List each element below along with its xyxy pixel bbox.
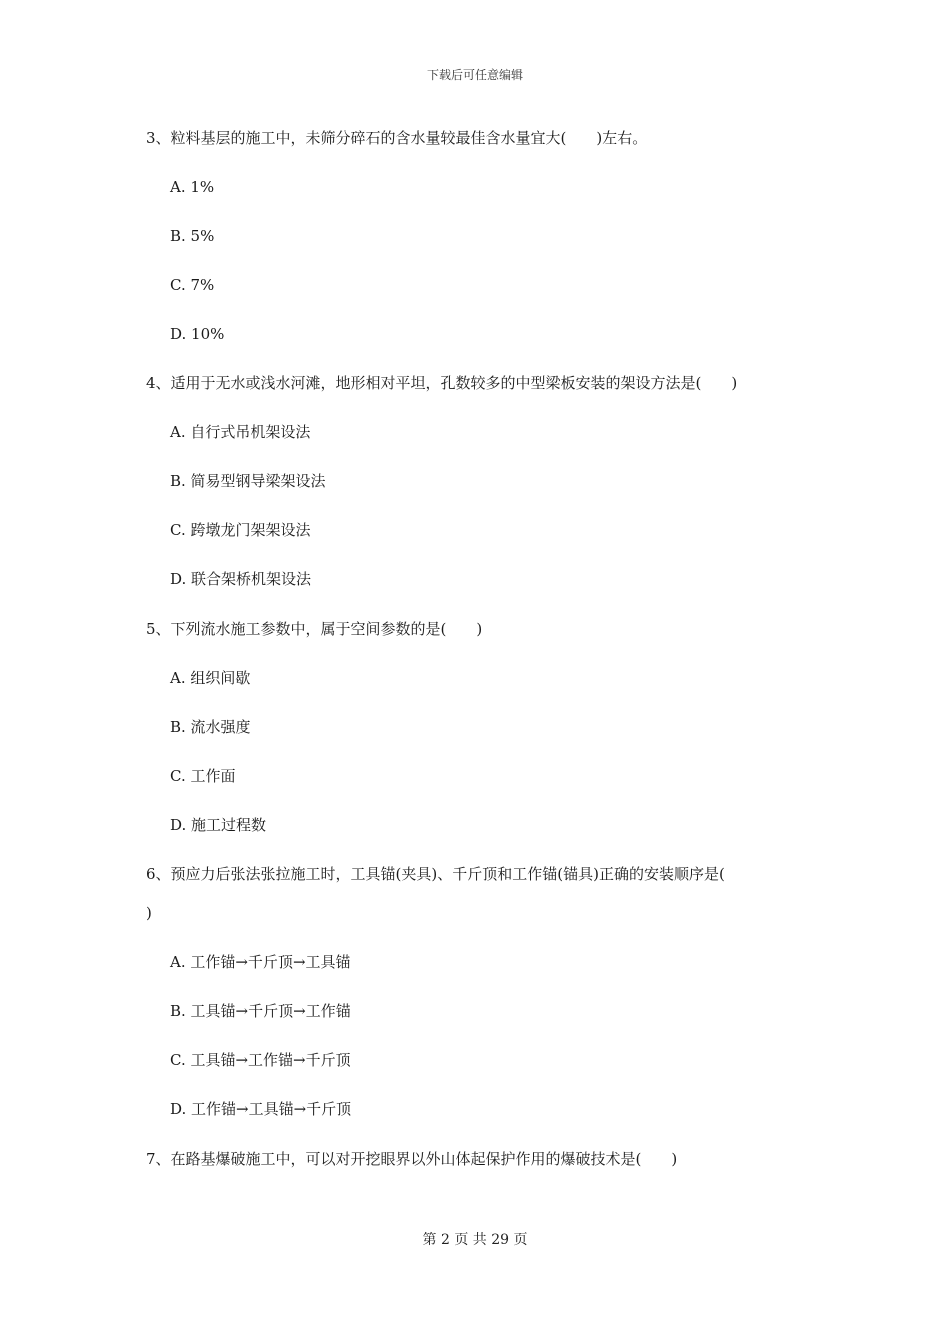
question-6-option-a: A. 工作锚→千斤顶→工具锚 [170, 953, 351, 971]
footer-suffix: 页 [513, 1232, 528, 1248]
question-6-option-d: D. 工作锚→工具锚→千斤顶 [170, 1100, 352, 1118]
question-7-stem: 7、在路基爆破施工中，可以对开挖眼界以外山体起保护作用的爆破技术是( ) [146, 1150, 678, 1168]
question-6-stem: 6、预应力后张法张拉施工时，工具锚(夹具)、千斤顶和工作锚(锚具)正确的安装顺序是( [146, 865, 725, 883]
question-5-stem: 5、下列流水施工参数中，属于空间参数的是( ) [146, 620, 483, 638]
footer-total-pages: 29 [491, 1232, 510, 1248]
question-5-option-c: C. 工作面 [170, 767, 236, 785]
question-3-stem: 3、粒料基层的施工中，未筛分碎石的含水量较最佳含水量宜大( )左右。 [146, 129, 648, 147]
question-6-option-b: B. 工具锚→千斤顶→工作锚 [170, 1002, 351, 1020]
question-3-option-a: A. 1% [170, 178, 215, 196]
footer-prefix: 第 [422, 1232, 437, 1248]
question-5-option-a: A. 组织间歇 [170, 669, 251, 687]
question-4-option-b: B. 简易型钢导梁架设法 [170, 472, 326, 490]
question-5-option-b: B. 流水强度 [170, 718, 251, 736]
footer-middle: 页 共 [454, 1232, 487, 1248]
question-4-option-a: A. 自行式吊机架设法 [170, 423, 311, 441]
page-footer [0, 1229, 950, 1249]
footer-page-number: 2 [440, 1232, 450, 1248]
question-3-option-c: C. 7% [170, 276, 215, 294]
question-4-stem: 4、适用于无水或浅水河滩，地形相对平坦，孔数较多的中型梁板安装的架设方法是( ) [146, 374, 738, 392]
question-4-option-c: C. 跨墩龙门架架设法 [170, 521, 311, 539]
question-5-option-d: D. 施工过程数 [170, 816, 267, 834]
question-3-option-b: B. 5% [170, 227, 215, 245]
question-3-option-d: D. 10% [170, 325, 225, 343]
question-6-stem-continued: ) [146, 904, 152, 922]
page-header: 下载后可任意编辑 [426, 68, 523, 82]
question-4-option-d: D. 联合架桥机架设法 [170, 570, 312, 588]
question-6-option-c: C. 工具锚→工作锚→千斤顶 [170, 1051, 351, 1069]
